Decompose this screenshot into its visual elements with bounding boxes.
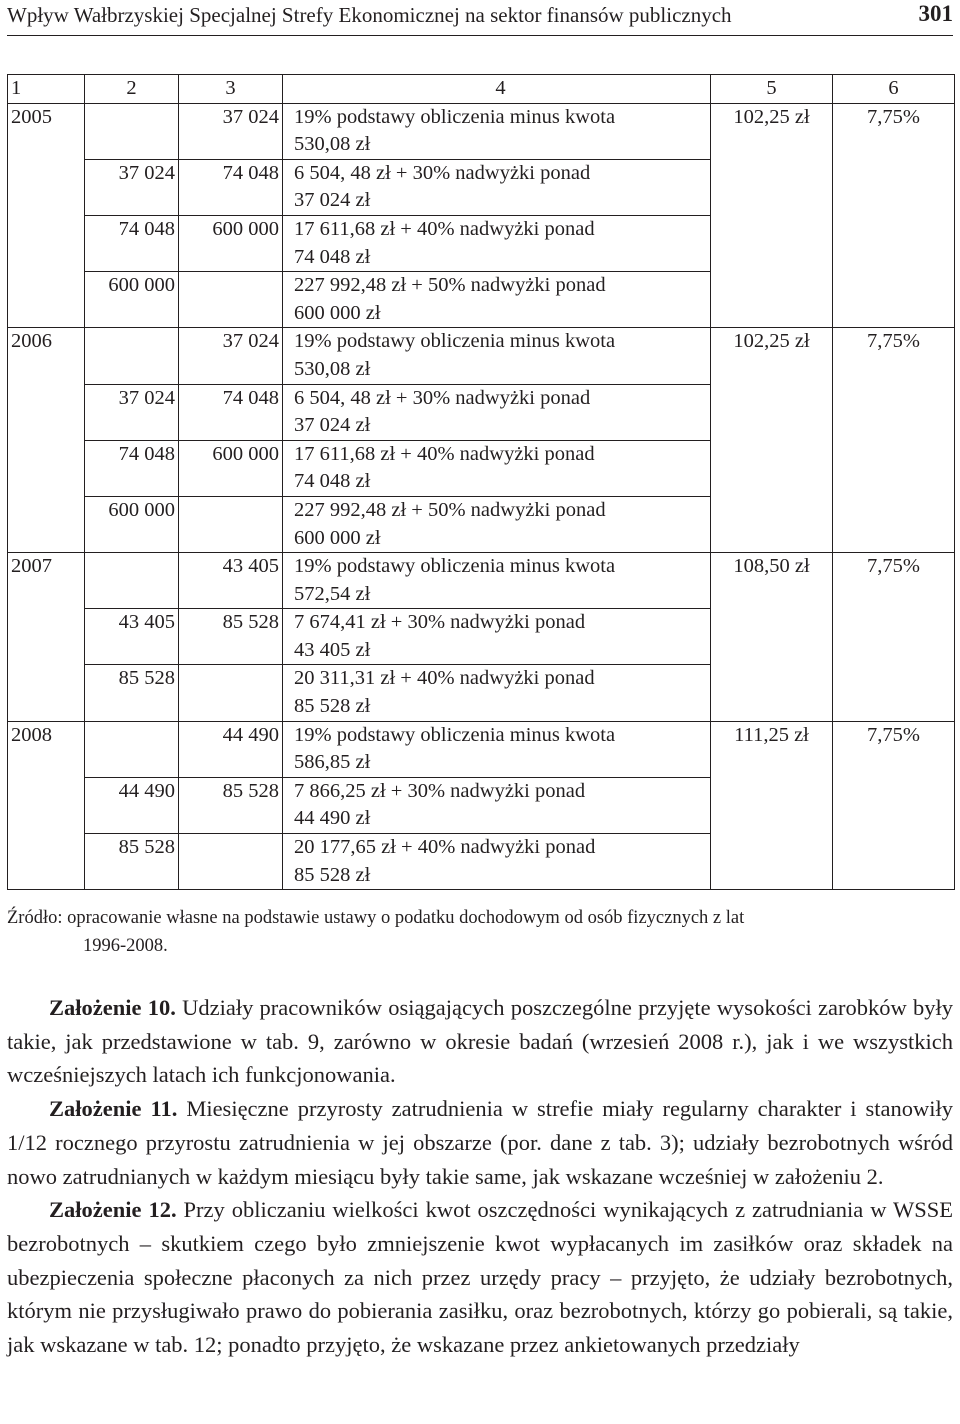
- income-to-cell: [179, 496, 283, 552]
- tax-formula-cell: [283, 665, 711, 721]
- year-cell: 2008: [8, 721, 85, 890]
- tax-formula-cell: [283, 215, 711, 271]
- formula-line: 572,54 zł: [294, 582, 371, 605]
- tax-formula-cell: [283, 777, 711, 833]
- paragraph-text: Przy obliczaniu wielkości kwot oszczędności wynikających z zatrudniania w WSSE bezrobotnych – skutkiem czego było zmniejszenie kwot wypłacanych im zasiłków oraz składek na ubezpieczenia społeczne płaconych za nich przez urzędy pracy – przyjęto, że udziały bezrobotnych, którym nie przysługiwało prawo do pobierania zasiłku, oraz bezrobotnych, którzy go pobierali, są takie, jak wskazane w tab. 12; ponadto przyjęto, że wskazane przez ankietowanych przedziały: [7, 1197, 953, 1358]
- contribution-rate-cell: 7,75%: [833, 553, 955, 722]
- tax-formula-cell: [283, 384, 711, 440]
- body-paragraph: [7, 1193, 953, 1362]
- tax-formula-cell: [283, 609, 711, 665]
- table-row: [8, 553, 955, 609]
- formula-line: 7 866,25 zł + 30% nadwyżki ponad: [294, 779, 586, 802]
- income-from-cell: 37 024: [85, 159, 179, 215]
- column-number: 3: [179, 75, 283, 104]
- column-number: 6: [833, 75, 955, 104]
- income-to-cell: [179, 834, 283, 890]
- income-from-cell: [85, 328, 179, 384]
- income-to-cell: 37 024: [179, 103, 283, 159]
- contribution-rate-cell: 7,75%: [833, 328, 955, 553]
- tax-formula-cell: [283, 496, 711, 552]
- formula-line: 20 311,31 zł + 40% nadwyżki ponad: [294, 667, 595, 690]
- formula-line: 37 024 zł: [294, 414, 371, 437]
- body-text: [7, 991, 953, 1362]
- tax-relief-cell: 108,50 zł: [711, 553, 833, 722]
- formula-line: 17 611,68 zł + 40% nadwyżki ponad: [294, 217, 595, 240]
- contribution-rate-cell: 7,75%: [833, 721, 955, 890]
- formula-line: 586,85 zł: [294, 751, 371, 774]
- formula-line: 44 490 zł: [294, 807, 371, 830]
- table-row: [8, 103, 955, 159]
- assumption-label: Założenie 10.: [49, 995, 176, 1020]
- formula-line: 74 048 zł: [294, 470, 371, 493]
- income-from-cell: 37 024: [85, 384, 179, 440]
- formula-line: 19% podstawy obliczenia minus kwota: [294, 330, 616, 353]
- formula-line: 85 528 zł: [294, 863, 371, 886]
- column-number: 4: [283, 75, 711, 104]
- page-header: [7, 0, 953, 34]
- income-from-cell: 85 528: [85, 834, 179, 890]
- formula-line: 227 992,48 zł + 50% nadwyżki ponad: [294, 498, 606, 521]
- income-from-cell: [85, 103, 179, 159]
- paragraph-text: Miesięczne przyrosty zatrudnienia w strefie miały regularny charakter i stanowiły 1/12 rocznego przyrostu zatrudnienia w jej obszarze (por. dane z tab. 3); udziały bezrobotnych wśród nowo zatrudnianych w każdym miesiącu były takie same, jak wskazane wcześniej w założeniu 2.: [7, 1096, 953, 1189]
- assumption-label: Założenie 12.: [49, 1197, 177, 1223]
- formula-line: 19% podstawy obliczenia minus kwota: [294, 105, 616, 128]
- year-cell: 2007: [8, 553, 85, 722]
- income-to-cell: [179, 665, 283, 721]
- tax-relief-cell: 102,25 zł: [711, 103, 833, 328]
- formula-line: 7 674,41 zł + 30% nadwyżki ponad: [294, 611, 586, 634]
- tax-relief-cell: 111,25 zł: [711, 721, 833, 890]
- tax-formula-cell: [283, 159, 711, 215]
- formula-line: 85 528 zł: [294, 695, 371, 718]
- income-to-cell: 85 528: [179, 609, 283, 665]
- tax-scale-table: [7, 74, 955, 890]
- income-to-cell: 600 000: [179, 215, 283, 271]
- paragraph-text: Udziały pracowników osiągających poszczególne przyjęte wysokości zarobków były takie, jak przedstawione w tab. 9, zarówno w okresie badań (wrzesień 2008 r.), jak i we wszystkich wcześniejszych latach ich funkcjonowania.: [7, 995, 954, 1088]
- contribution-rate-cell: 7,75%: [833, 103, 955, 328]
- assumption-label: Założenie 11.: [49, 1096, 178, 1122]
- income-from-cell: 43 405: [85, 609, 179, 665]
- income-to-cell: [179, 272, 283, 328]
- formula-line: 17 611,68 zł + 40% nadwyżki ponad: [294, 442, 595, 465]
- formula-line: 600 000 zł: [294, 301, 381, 324]
- tax-formula-cell: [283, 328, 711, 384]
- income-from-cell: [85, 553, 179, 609]
- income-from-cell: 44 490: [85, 777, 179, 833]
- tax-formula-cell: [283, 103, 711, 159]
- income-to-cell: 43 405: [179, 553, 283, 609]
- column-number: 5: [711, 75, 833, 104]
- column-number: 2: [85, 75, 179, 104]
- running-title: Wpływ Wałbrzyskiej Specjalnej Strefy Ekonomicznej na sektor finansów publicznych: [7, 3, 732, 27]
- formula-line: 19% podstawy obliczenia minus kwota: [294, 555, 616, 578]
- income-from-cell: 600 000: [85, 496, 179, 552]
- income-from-cell: 74 048: [85, 440, 179, 496]
- source-line-1: Źródło: opracowanie własne na podstawie ustawy o podatku dochodowym od osób fizycznych z lat: [7, 908, 745, 928]
- formula-line: 37 024 zł: [294, 189, 371, 212]
- formula-line: 6 504, 48 zł + 30% nadwyżki ponad: [294, 161, 591, 184]
- header-rule: [7, 35, 953, 36]
- income-from-cell: 74 048: [85, 215, 179, 271]
- formula-line: 19% podstawy obliczenia minus kwota: [294, 723, 616, 746]
- income-to-cell: 600 000: [179, 440, 283, 496]
- table-header-row: [8, 75, 955, 104]
- tax-relief-cell: 102,25 zł: [711, 328, 833, 553]
- formula-line: 600 000 zł: [294, 526, 381, 549]
- tax-formula-cell: [283, 553, 711, 609]
- income-to-cell: 74 048: [179, 159, 283, 215]
- year-cell: 2006: [8, 328, 85, 553]
- page-number: 301: [918, 1, 953, 26]
- table-row: [8, 328, 955, 384]
- income-to-cell: 85 528: [179, 777, 283, 833]
- tax-formula-cell: [283, 721, 711, 777]
- formula-line: 43 405 zł: [294, 638, 371, 661]
- income-from-cell: 85 528: [85, 665, 179, 721]
- column-number: 1: [8, 75, 85, 104]
- income-to-cell: 44 490: [179, 721, 283, 777]
- body-paragraph: [7, 991, 953, 1092]
- formula-line: 530,08 zł: [294, 357, 371, 380]
- formula-line: 227 992,48 zł + 50% nadwyżki ponad: [294, 274, 606, 297]
- formula-line: 530,08 zł: [294, 133, 371, 156]
- formula-line: 6 504, 48 zł + 30% nadwyżki ponad: [294, 386, 591, 409]
- income-from-cell: [85, 721, 179, 777]
- formula-line: 74 048 zł: [294, 245, 371, 268]
- table-source-note: [7, 904, 953, 960]
- income-to-cell: 74 048: [179, 384, 283, 440]
- year-cell: 2005: [8, 103, 85, 328]
- income-from-cell: 600 000: [85, 272, 179, 328]
- body-paragraph: [7, 1092, 953, 1193]
- tax-formula-cell: [283, 834, 711, 890]
- tax-formula-cell: [283, 440, 711, 496]
- formula-line: 20 177,65 zł + 40% nadwyżki ponad: [294, 836, 596, 859]
- source-line-2: 1996-2008.: [83, 936, 168, 956]
- income-to-cell: 37 024: [179, 328, 283, 384]
- tax-formula-cell: [283, 272, 711, 328]
- table-row: [8, 721, 955, 777]
